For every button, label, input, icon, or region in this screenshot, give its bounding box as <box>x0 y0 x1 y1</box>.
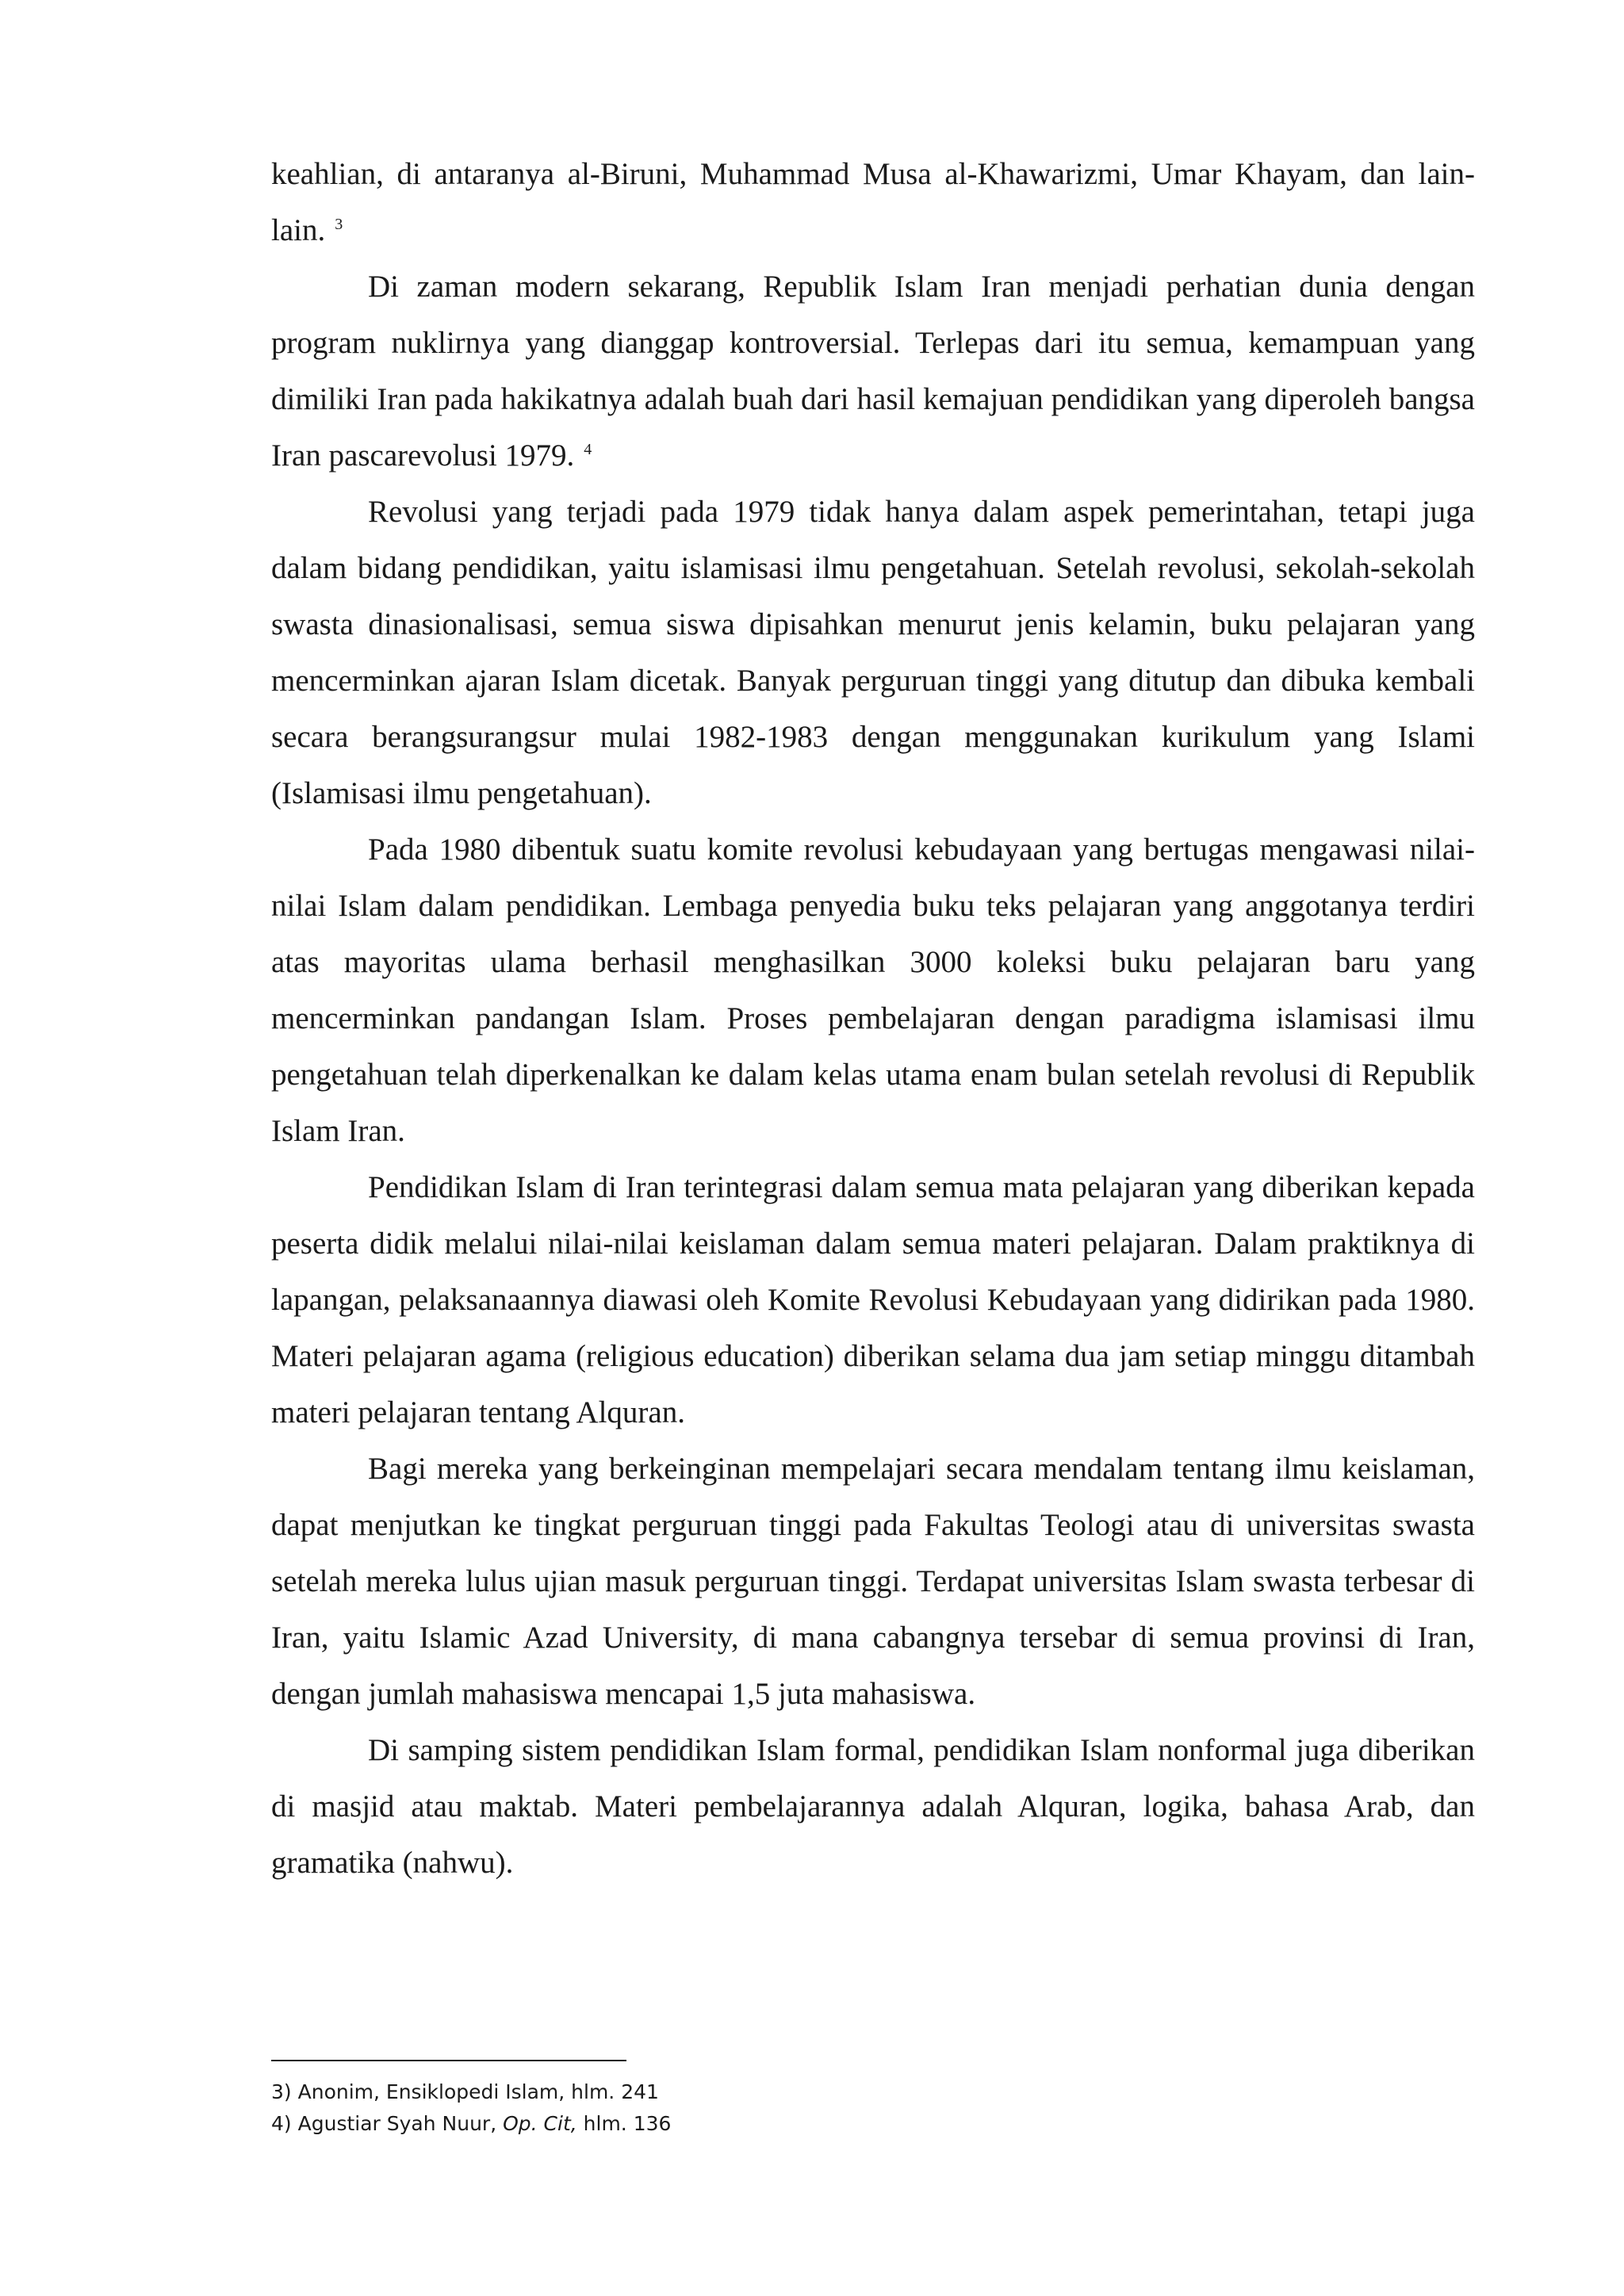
footnote-text-rest: hlm. 136 <box>583 2112 672 2135</box>
body-text <box>271 146 1475 1891</box>
paragraph-text: keahlian, di antaranya al-Biruni, Muhammad Musa al-Khawarizmi, Umar Khayam, dan lain-lain. <box>271 157 1475 247</box>
footnote-divider <box>271 2060 626 2061</box>
footnote-item <box>271 2108 1064 2140</box>
paragraph <box>271 146 1475 258</box>
footnote-text: Anonim, Ensiklopedi Islam, hlm. 241 <box>297 2080 659 2103</box>
footnote-number: 4) <box>271 2112 292 2135</box>
footnote-reference: 3 <box>335 216 343 233</box>
paragraph: Bagi mereka yang berkeinginan mempelajari secara mendalam tentang ilmu keislaman, dapat menjutkan ke tingkat perguruan tinggi pada Fakultas Teologi atau di universitas swasta setelah mereka lulus ujian masuk perguruan tinggi. Terdapat universitas Islam swasta terbesar di Iran, yaitu Islamic Azad University, di mana cabangnya tersebar di semua provinsi di Iran, dengan jumlah mahasiswa mencapai 1,5 juta mahasiswa. <box>271 1452 1475 1711</box>
paragraph: Pada 1980 dibentuk suatu komite revolusi kebudayaan yang bertugas mengawasi nilai-nilai Islam dalam pendidikan. Lembaga penyedia buku teks pelajaran yang anggotanya terdiri atas mayoritas ulama berhasil menghasilkan 3000 koleksi buku pelajaran baru yang mencerminkan pandangan Islam. Proses pembelajaran dengan paradigma islamisasi ilmu pengetahuan telah diperkenalkan ke dalam kelas utama enam bulan setelah revolusi di Republik Islam Iran. <box>271 832 1475 1148</box>
footnote-reference: 4 <box>584 441 592 458</box>
footnote-text: Agustiar Syah Nuur, <box>297 2112 497 2135</box>
paragraph-text: Di zaman modern sekarang, Republik Islam Iran menjadi perhatian dunia dengan program nuklirnya yang dianggap kontroversial. Terlepas dari itu semua, kemampuan yang dimiliki Iran pada hakikatnya adalah buah dari hasil kemajuan pendidikan yang diperoleh bangsa Iran pascarevolusi 1979. <box>271 270 1475 473</box>
footnotes <box>271 2076 1064 2140</box>
paragraph <box>271 258 1475 484</box>
footnote-item <box>271 2076 1064 2108</box>
paragraph: Di samping sistem pendidikan Islam formal, pendidikan Islam nonformal juga diberikan di masjid atau maktab. Materi pembelajarannya adalah Alquran, logika, bahasa Arab, dan gramatika (nahwu). <box>271 1733 1475 1880</box>
footnote-italic-text: Op. Cit, <box>503 2112 577 2135</box>
paragraph: Revolusi yang terjadi pada 1979 tidak hanya dalam aspek pemerintahan, tetapi juga dalam bidang pendidikan, yaitu islamisasi ilmu pengetahuan. Setelah revolusi, sekolah-sekolah swasta dinasionalisasi, semua siswa dipisahkan menurut jenis kelamin, buku pelajaran yang mencerminkan ajaran Islam dicetak. Banyak perguruan tinggi yang ditutup dan dibuka kembali secara berangsurangsur mulai 1982-1983 dengan menggunakan kurikulum yang Islami (Islamisasi ilmu pengetahuan). <box>271 495 1475 810</box>
footnote-number: 3) <box>271 2080 292 2103</box>
paragraph: Pendidikan Islam di Iran terintegrasi dalam semua mata pelajaran yang diberikan kepada peserta didik melalui nilai-nilai keislaman dalam semua materi pelajaran. Dalam praktiknya di lapangan, pelaksanaannya diawasi oleh Komite Revolusi Kebudayaan yang didirikan pada 1980. Materi pelajaran agama (religious education) diberikan selama dua jam setiap minggu ditambah materi pelajaran tentang Alquran. <box>271 1170 1475 1429</box>
